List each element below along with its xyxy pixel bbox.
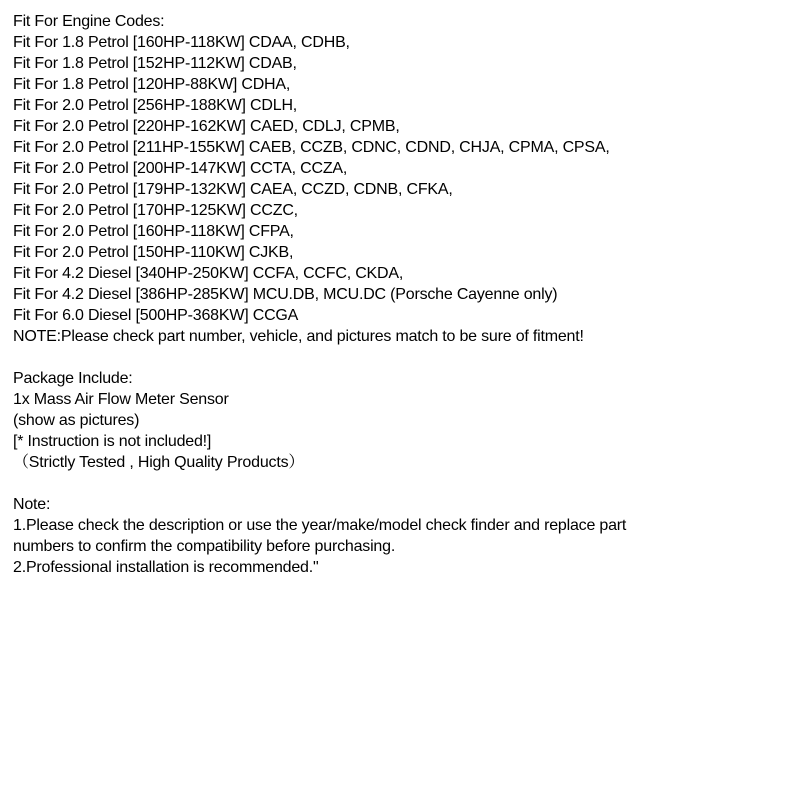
text-line: Fit For 6.0 Diesel [500HP-368KW] CCGA [13,307,299,324]
text-line: Package Include: [13,370,133,387]
text-line: Fit For 2.0 Petrol [160HP-118KW] CFPA, [13,223,294,240]
text-line: Fit For 2.0 Petrol [200HP-147KW] CCTA, CCZA, [13,160,348,177]
section-note [13,494,786,578]
text-line: numbers to confirm the compatibility before purchasing. [13,538,396,555]
document-body [13,11,786,578]
text-line: 1x Mass Air Flow Meter Sensor [13,391,229,408]
text-line: Note: [13,496,51,513]
text-line: Fit For 2.0 Petrol [179HP-132KW] CAEA, CCZD, CDNB, CFKA, [13,181,453,198]
section-package-include [13,368,786,473]
text-line: Fit For Engine Codes: [13,13,165,30]
text-line: Fit For 1.8 Petrol [160HP-118KW] CDAA, CDHB, [13,34,350,51]
text-line: (show as pictures) [13,412,140,429]
text-line: Fit For 2.0 Petrol [170HP-125KW] CCZC, [13,202,298,219]
text-line: Fit For 1.8 Petrol [120HP-88KW] CDHA, [13,76,291,93]
text-line: 2.Professional installation is recommended." [13,559,319,576]
text-line: Fit For 1.8 Petrol [152HP-112KW] CDAB, [13,55,297,72]
text-line: （Strictly Tested , High Quality Products） [13,454,305,471]
text-line: NOTE:Please check part number, vehicle, and pictures match to be sure of fitment! [13,328,584,345]
text-line: Fit For 4.2 Diesel [340HP-250KW] CCFA, CCFC, CKDA, [13,265,404,282]
text-line: Fit For 2.0 Petrol [256HP-188KW] CDLH, [13,97,298,114]
section-engine-codes [13,11,786,347]
text-line: 1.Please check the description or use the year/make/model check finder and replace part [13,517,627,534]
text-line: [* Instruction is not included!] [13,433,212,450]
text-line: Fit For 2.0 Petrol [211HP-155KW] CAEB, CCZB, CDNC, CDND, CHJA, CPMA, CPSA, [13,139,610,156]
text-line: Fit For 2.0 Petrol [150HP-110KW] CJKB, [13,244,294,261]
text-line: Fit For 2.0 Petrol [220HP-162KW] CAED, CDLJ, CPMB, [13,118,400,135]
text-line: Fit For 4.2 Diesel [386HP-285KW] MCU.DB, MCU.DC (Porsche Cayenne only) [13,286,558,303]
